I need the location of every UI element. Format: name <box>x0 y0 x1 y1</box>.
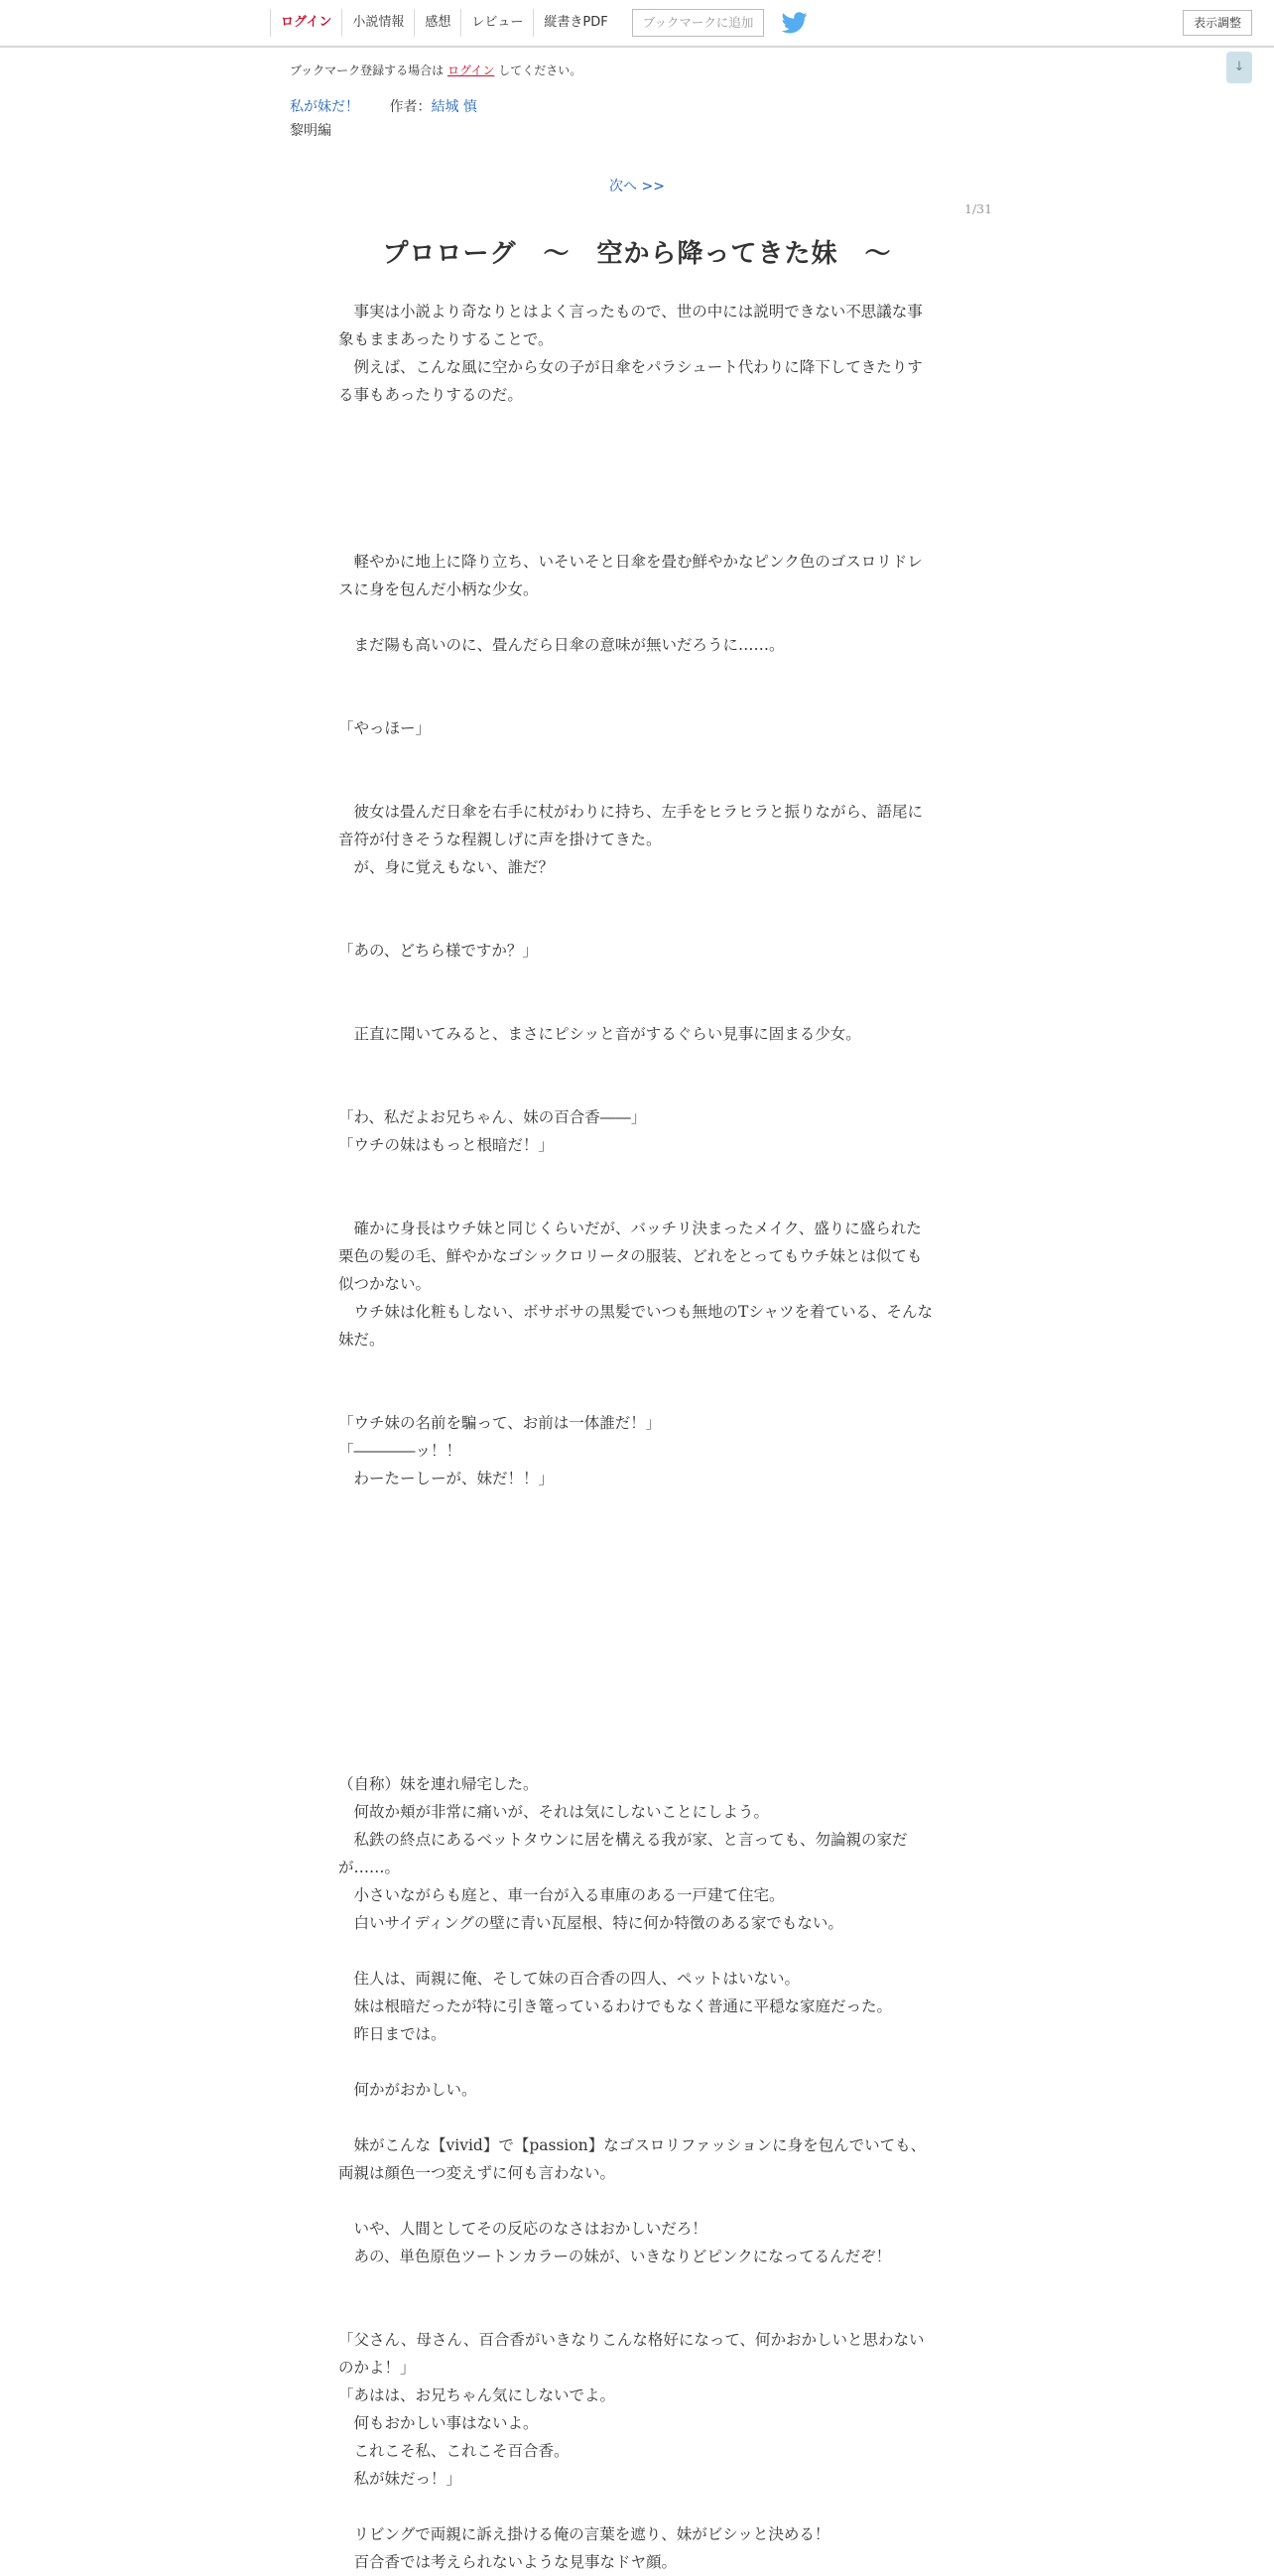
novel-title-link[interactable]: 私が妹だ！ <box>290 99 359 115</box>
display-settings-button[interactable]: 表示調整 <box>1183 10 1252 36</box>
body-line: 「やっほー」 <box>338 719 432 737</box>
body-line: 「ウチの妹はもっと根暗だ！」 <box>338 1136 555 1154</box>
body-line: いや、人間としてその反応のなさはおかしいだろ！ <box>338 2220 707 2238</box>
top-navigation-bar <box>0 0 1274 48</box>
body-line: これこそ私、これこそ百合香。 <box>338 2442 570 2460</box>
bookmark-note-before: ブックマーク登録する場合は <box>290 64 445 77</box>
body-line <box>338 2270 934 2298</box>
body-line: 百合香では考えられないような見事なドヤ顔。 <box>338 2553 678 2571</box>
body-line <box>338 409 934 437</box>
body-line: わーたーしーが、妹だ！！」 <box>338 1470 555 1487</box>
body-line: 白いサイディングの壁に青い瓦屋根、特に何か特徴のある家でもない。 <box>338 1914 843 1932</box>
body-line: 「あはは、お兄ちゃん気にしないでよ。 <box>338 2386 616 2404</box>
bookmark-note-after: してください。 <box>498 64 582 77</box>
body-line <box>338 2187 934 2215</box>
body-line <box>338 1742 934 1770</box>
body-line <box>338 1187 934 1215</box>
body-line: 「あの、どちら様ですか？」 <box>338 942 538 960</box>
body-line: 昨日までは。 <box>338 2025 446 2043</box>
body-line <box>338 1631 934 1659</box>
body-line <box>338 992 934 1020</box>
body-line <box>338 1687 934 1715</box>
next-page-link[interactable]: 次へ >> <box>609 179 665 194</box>
body-line: 例えば、こんな風に空から女の子が日傘をパラシュート代わりに降下してきたりする事もあったりするのだ。 <box>338 358 923 404</box>
body-line: 正直に聞いてみると、まさにピシッと音がするぐらい見事に固まる少女。 <box>338 1025 861 1043</box>
body-line: 「父さん、母さん、百合香がいきなりこんな格好になって、何かおかしいと思わないのかよ！」 <box>338 2331 925 2377</box>
body-line: 確かに身長はウチ妹と同じくらいだが、バッチリ決まったメイク、盛りに盛られた栗色の髪の毛、鮮やかなゴシックロリータの服装、どれをとってもウチ妹とは似ても似つかない。 <box>338 1220 923 1293</box>
body-line: が、身に覚えもない、誰だ？ <box>338 858 555 876</box>
body-line <box>338 1548 934 1576</box>
body-line: 私が妹だっ！」 <box>338 2470 462 2488</box>
body-line <box>338 1576 934 1604</box>
body-line: 軽やかに地上に降り立ち、いそいそと日傘を畳む鮮やかなピンク色のゴスロリドレスに身を包んだ小柄な少女。 <box>338 553 923 598</box>
body-line: あの、単色原色ツートンカラーの妹が、いきなりどピンクになってるんだぞ！ <box>338 2248 892 2265</box>
body-line: ウチ妹は化粧もしない、ボサボサの黒髪でいつも無地のTシャツを着ている、そんな妹だ。 <box>338 1303 934 1349</box>
bookmark-note-login-link[interactable]: ログイン <box>447 64 495 77</box>
chapter-title: 黎明編 <box>290 123 331 139</box>
body-line: 「わ、私だよお兄ちゃん、妹の百合香――」 <box>338 1108 647 1126</box>
body-line <box>338 2298 934 2326</box>
bookmark-login-note <box>290 62 581 78</box>
body-line: 妹は根暗だったが特に引き篭っているわけでもなく普通に平穏な家庭だった。 <box>338 1997 893 2015</box>
twitter-bird-icon <box>782 12 808 34</box>
body-line: 妹がこんな【vivid】で【passion】なゴスロリファッションに身を包んでいても、両親は顔色一つ変えずに何も言わない。 <box>338 2136 927 2182</box>
body-line <box>338 1492 934 1520</box>
body-line <box>338 1604 934 1631</box>
add-bookmark-button[interactable]: ブックマークに追加 <box>632 9 765 37</box>
nav-pdf-link[interactable]: 縦書きPDF <box>533 9 617 37</box>
page-number: 1/31 <box>964 201 993 216</box>
body-line <box>338 770 934 798</box>
nav-review-link[interactable]: レビュー <box>460 9 533 37</box>
author-link[interactable]: 結城 慎 <box>431 99 477 115</box>
body-line: 私鉄の終点にあるベットタウンに居を構える我が家、と言っても、勿論親の家だが……。 <box>338 1831 908 1876</box>
body-line: 「ウチ妹の名前を騙って、お前は一体誰だ！」 <box>338 1414 662 1432</box>
body-line <box>338 1520 934 1548</box>
nav-novel-info-link[interactable]: 小説情報 <box>341 9 414 37</box>
body-line <box>338 492 934 520</box>
scroll-down-button[interactable] <box>1226 52 1252 83</box>
body-line <box>338 2048 934 2076</box>
novel-body-text <box>338 298 934 2576</box>
body-line <box>338 1076 934 1103</box>
body-line: 何故か頬が非常に痛いが、それは気にしないことにしよう。 <box>338 1803 770 1821</box>
nav-impressions-link[interactable]: 感想 <box>414 9 460 37</box>
body-line <box>338 1937 934 1965</box>
body-line <box>338 1353 934 1381</box>
body-line <box>338 1048 934 1076</box>
body-line: リビングで両親に訴え掛ける俺の言葉を遮り、妹がビシッと決める！ <box>338 2525 830 2543</box>
nav-login-link[interactable]: ログイン <box>270 9 341 37</box>
body-line: まだ陽も高いのに、畳んだら日傘の意味が無いだろうに……。 <box>338 636 785 654</box>
twitter-icon[interactable] <box>782 12 808 34</box>
body-line: 「――――ッ！！ <box>338 1442 462 1460</box>
body-line <box>338 965 934 992</box>
body-line <box>338 881 934 909</box>
body-line <box>338 1715 934 1742</box>
body-line <box>338 909 934 937</box>
author-label: 作者： <box>389 99 432 115</box>
body-line: （自称）妹を連れ帰宅した。 <box>338 1775 539 1793</box>
body-line <box>338 2493 934 2520</box>
body-line <box>338 687 934 714</box>
body-line <box>338 520 934 548</box>
episode-title: プロローグ ～ 空から降ってきた妹 ～ <box>382 239 892 269</box>
nav-links <box>270 0 808 46</box>
body-line: 住人は、両親に俺、そして妹の百合香の四人、ペットはいない。 <box>338 1970 801 1988</box>
body-line <box>338 1381 934 1409</box>
body-line <box>338 1659 934 1687</box>
body-line: 彼女は畳んだ日傘を右手に杖がわりに持ち、左手をヒラヒラと振りながら、語尾に音符が付きそうな程親しげに声を掛けてきた。 <box>338 803 924 848</box>
arrow-down-icon: ↓ <box>1233 60 1245 74</box>
body-line <box>338 603 934 631</box>
body-line: 小さいながらも庭と、車一台が入る車庫のある一戸建て住宅。 <box>338 1886 785 1904</box>
body-line <box>338 742 934 770</box>
novel-header <box>290 96 477 116</box>
body-line <box>338 437 934 464</box>
body-line <box>338 1159 934 1187</box>
body-line <box>338 659 934 687</box>
body-line: 事実は小説より奇なりとはよく言ったもので、世の中には説明できない不思議な事象もままあったりすることで。 <box>338 303 923 348</box>
body-line <box>338 2104 934 2131</box>
body-line <box>338 464 934 492</box>
body-line: 何もおかしい事はないよ。 <box>338 2414 539 2432</box>
body-line: 何かがおかしい。 <box>338 2081 477 2099</box>
